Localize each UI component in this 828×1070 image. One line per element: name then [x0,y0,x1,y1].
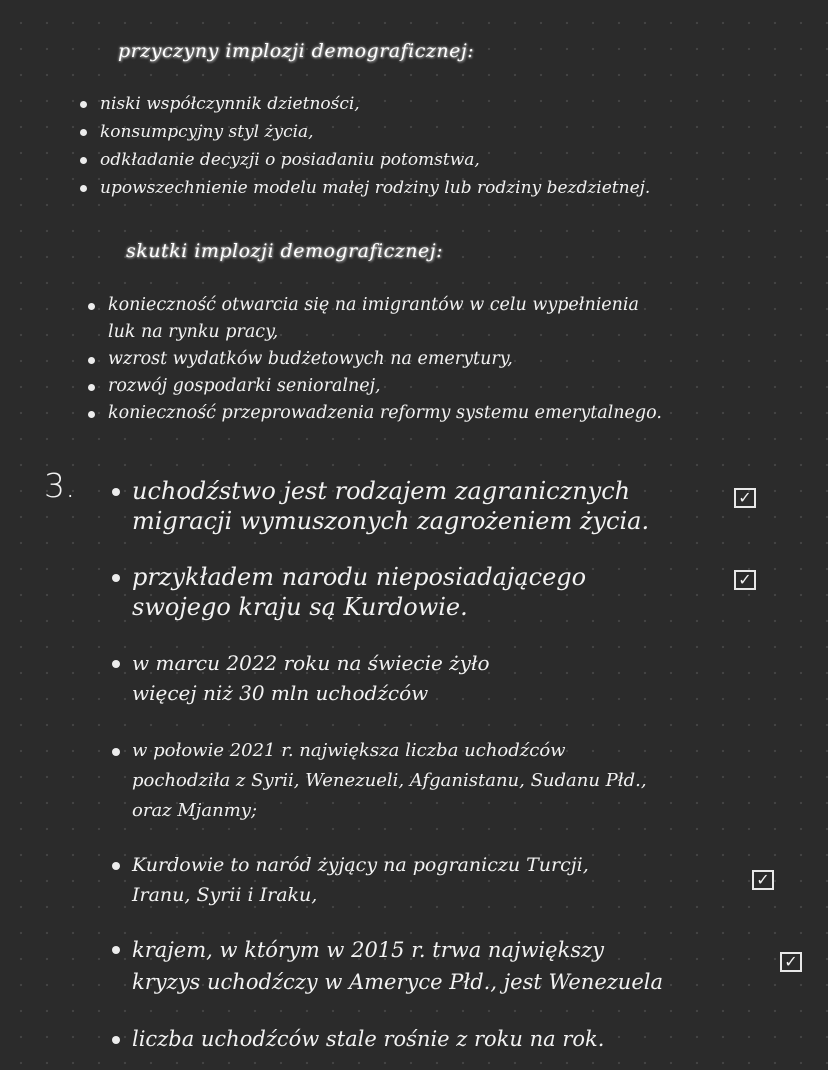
list-item: konieczność otwarcia się na imigrantów w celu wypełnienia luk na rynku pracy, [86,292,668,346]
statement-3: w marcu 2022 roku na świecie żyło więcej niż 30 mln uchodźców [112,648,490,708]
statement-5: Kurdowie to naród żyjący na pograniczu Turcji, Iranu, Syrii i Iraku, [112,850,589,910]
statement-4: w połowie 2021 r. największa liczba uchodźców pochodziła z Syrii, Wenezueli, Afganistanu, Sudanu Płd., oraz Mjanmy; [112,736,647,826]
checkbox-checked-icon: ✓ [734,570,756,590]
list-item: niski współczynnik dzietności, [78,90,650,118]
checkbox-checked-icon: ✓ [752,870,774,890]
exercise-number: 3. [44,466,76,505]
effects-list [86,292,668,427]
bullet-icon [112,862,120,870]
statement-6: krajem, w którym w 2015 r. trwa największy kryzys uchodźczy w Ameryce Płd., jest Wenezuela [112,934,663,998]
causes-heading: przyczyny implozji demograficznej: [118,40,475,62]
checkbox-checked-icon: ✓ [780,952,802,972]
list-item: odkładanie decyzji o posiadaniu potomstwa, [78,146,650,174]
list-item: upowszechnienie modelu małej rodziny lub rodziny bezdzietnej. [78,174,650,202]
list-item: rozwój gospodarki senioralnej, [86,373,668,400]
effects-heading: skutki implozji demograficznej: [126,240,444,262]
statement-2: przykładem narodu nieposiadającego swojego kraju są Kurdowie. [112,562,586,622]
list-item: konieczność przeprowadzenia reformy systemu emerytalnego. [86,400,668,427]
bullet-icon [112,574,120,582]
list-item: wzrost wydatków budżetowych na emerytury, [86,346,668,373]
statement-1: uchodźstwo jest rodzajem zagranicznych migracji wymuszonych zagrożeniem życia. [112,476,649,536]
statement-7: liczba uchodźców stale rośnie z roku na rok. [112,1024,604,1054]
list-item: konsumpcyjny styl życia, [78,118,650,146]
bullet-icon [112,488,120,496]
bullet-icon [112,660,120,668]
bullet-icon [112,748,120,756]
bullet-icon [112,1036,120,1044]
causes-list [78,90,650,202]
checkbox-checked-icon: ✓ [734,488,756,508]
bullet-icon [112,946,120,954]
